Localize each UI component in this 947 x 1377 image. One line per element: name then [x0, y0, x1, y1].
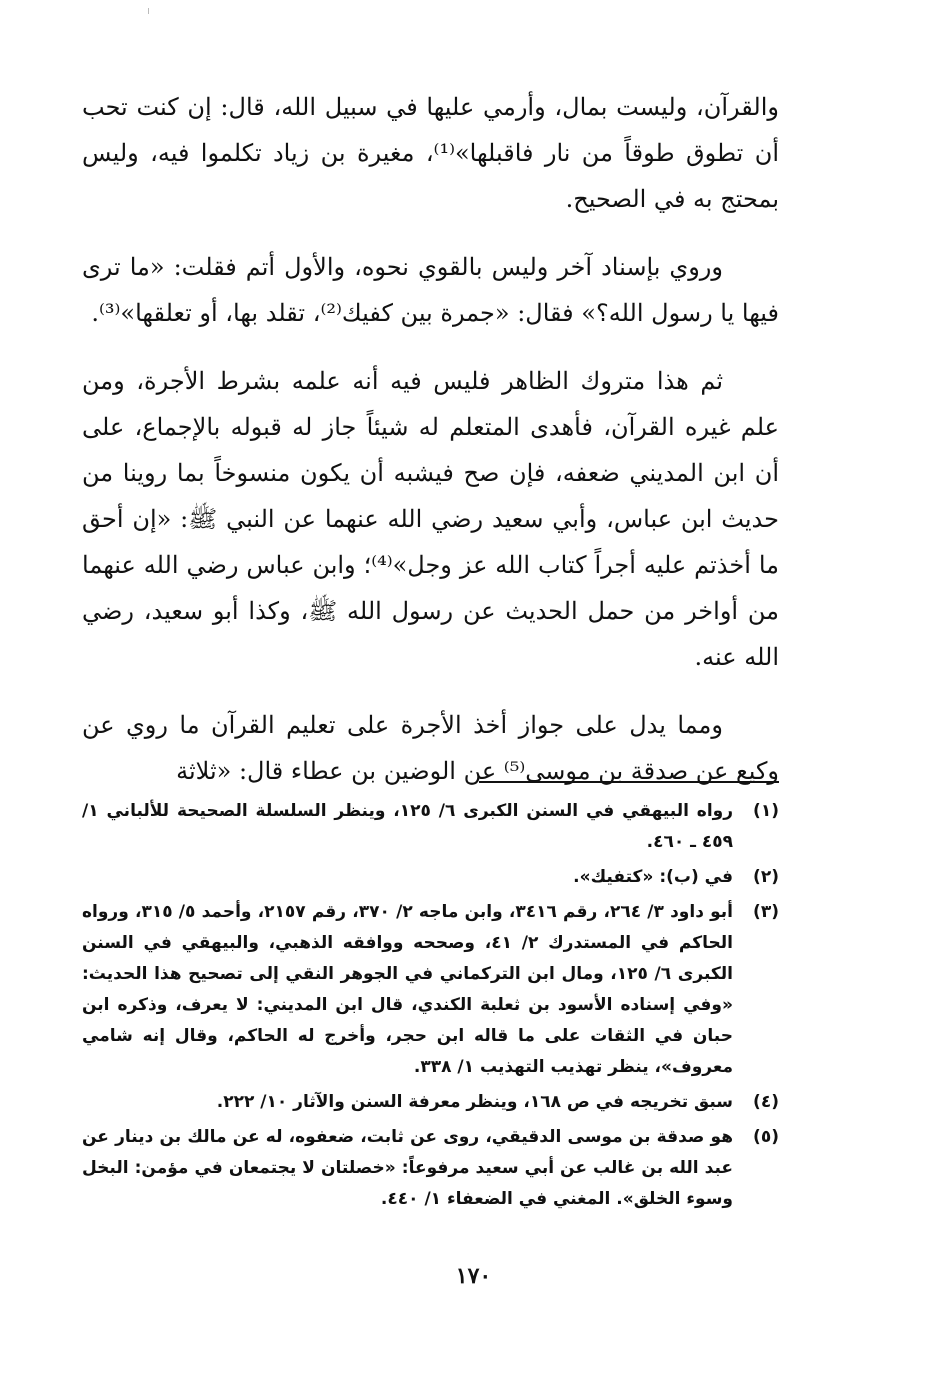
footnote-text: هو صدقة بن موسى الدقيقي، روى عن ثابت، ضعفوه، له عن مالك بن دينار عن عبد الله بن غالب عن أبي سعيد مرفوعاً: «خصلتان لا يجتمعان في مؤمن: البخل وسوء الخلق». المغني في الضعفاء ١/ ٤٤٠.: [82, 1127, 733, 1209]
footnotes: [82, 796, 779, 1219]
scan-mark: [148, 8, 149, 14]
footnote-1: [82, 796, 779, 858]
footnote-number: (٢): [753, 867, 779, 887]
footnote-text: سبق تخريجه في ص ١٦٨، وينظر معرفة السنن والآثار ١٠/ ٢٢٢.: [216, 1092, 733, 1112]
footnote-5: [82, 1122, 779, 1215]
footnote-text: أبو داود ٣/ ٢٦٤، رقم ٣٤١٦، وابن ماجه ٢/ ٣٧٠، رقم ٢١٥٧، وأحمد ٥/ ٣١٥، ورواه الحاكم في المستدرك ٢/ ٤١، وصححه ووافقه الذهبي، والبيهقي في السنن الكبرى ٦/ ١٢٥، ومال ابن التركماني في الجوهر النقي إلى تصحيح هذا الحديث: «وفي إسناده الأسود بن ثعلبة الكندي، قال ابن المديني: لا يعرف، وذكره ابن حبان في الثقات على ما قاله ابن حجر، وأخرج له الحاكم، وقال إنه شامي معروف»، ينظر تهذيب التهذيب ١/ ٣٣٨.: [82, 902, 733, 1077]
footnote-3: [82, 897, 779, 1083]
footnote-4: [82, 1087, 779, 1118]
footnote-number: (٣): [753, 902, 779, 922]
footnote-text: رواه البيهقي في السنن الكبرى ٦/ ١٢٥، وينظر السلسلة الصحيحة للألباني ١/ ٤٥٩ ـ ٤٦٠.: [82, 801, 733, 852]
paragraph-2: وروي بإسناد آخر وليس بالقوي نحوه، والأول أتم فقلت: «ما ترى فيها يا رسول الله؟» فقال: «جمرة بين كفيك⁽²⁾، تقلد بها، أو تعلقها»⁽³⁾.: [82, 253, 779, 327]
footnote-number: (١): [753, 801, 779, 821]
paragraph-3: ثم هذا متروك الظاهر فليس فيه أنه علمه بشرط الأجرة، ومن علم غيره القرآن، فأهدى المتعلم له شيئاً جاز له قبوله بالإجماع، على أن ابن المديني ضعفه، فإن صح فيشبه أن يكون منسوخاً بما روينا من حديث ابن عباس، وأبي سعيد رضي الله عنهما عن النبي ﷺ: «إن أحق ما أخذتم عليه أجراً كتاب الله عز وجل»⁽⁴⁾؛ وابن عباس رضي الله عنهما من أواخر من حمل الحديث عن رسول الله ﷺ، وكذا أبو سعيد، رضي الله عنه.: [82, 367, 779, 671]
main-text: [82, 84, 779, 816]
footnote-divider: [479, 781, 779, 783]
footnote-text: في (ب): «كتفيك».: [573, 867, 733, 887]
paragraph-4: ومما يدل على جواز أخذ الأجرة على تعليم القرآن ما روي عن وكيع عن صدقة بن موسى⁽⁵⁾ عن الوضين بن عطاء قال: «ثلاثة: [82, 711, 779, 785]
footnote-number: (٤): [753, 1092, 779, 1112]
footnote-number: (٥): [753, 1127, 779, 1147]
page-number: ١٧٠: [455, 1263, 492, 1289]
paragraph-1: والقرآن، وليست بمال، وأرمي عليها في سبيل الله، قال: إن كنت تحب أن تطوق طوقاً من نار فاقبلها»⁽¹⁾، مغيرة بن زياد تكلموا فيه، وليس بمحتج به في الصحيح.: [82, 93, 780, 213]
footnote-2: [82, 862, 779, 893]
